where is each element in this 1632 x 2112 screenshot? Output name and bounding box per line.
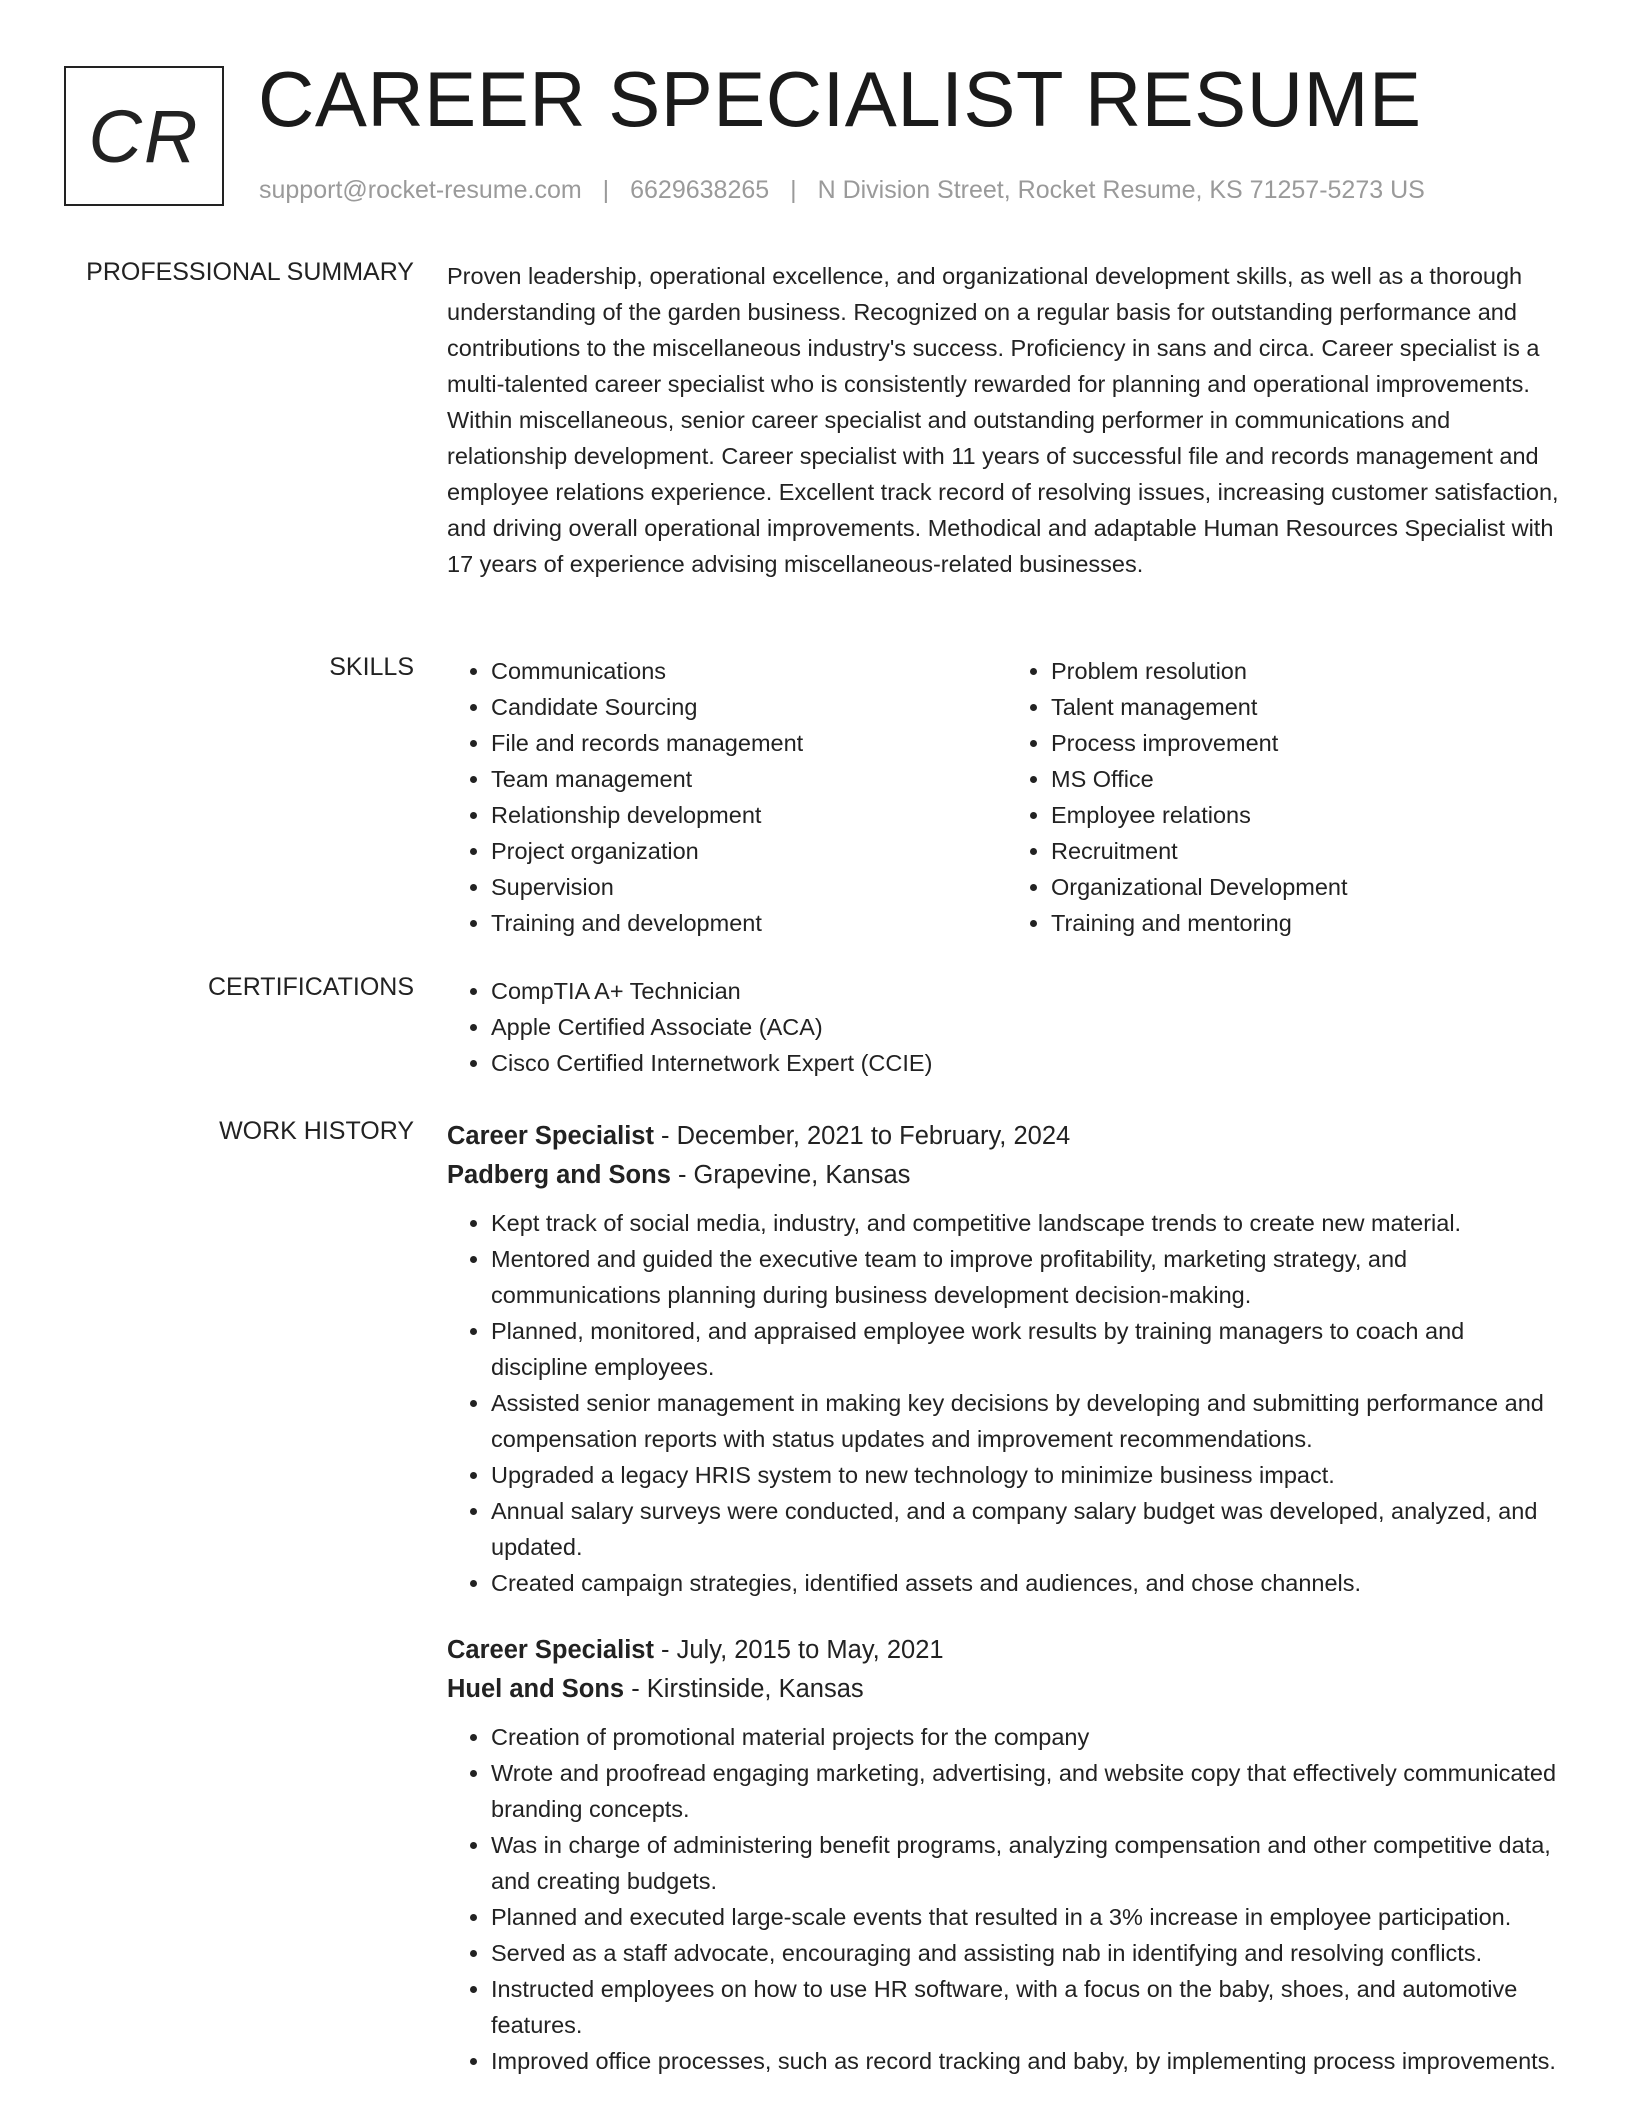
skill-item: • Training and mentoring — [1051, 905, 1567, 941]
skill-item: • Candidate Sourcing — [491, 689, 1007, 725]
certification-item: • Cisco Certified Internetwork Expert (CCIE) — [491, 1045, 1567, 1081]
certification-item: • CompTIA A+ Technician — [491, 973, 1567, 1009]
job-title: Career Specialist — [447, 1122, 654, 1150]
contact-phone[interactable]: 6629638265 — [630, 176, 770, 204]
skill-item: • Team management — [491, 761, 1007, 797]
certifications-body — [447, 973, 1567, 1081]
job-title-line — [447, 1631, 1567, 1670]
job-duty: • Upgraded a legacy HRIS system to new technology to minimize business impact. — [491, 1457, 1567, 1493]
skill-item: • MS Office — [1051, 761, 1567, 797]
monogram-box — [64, 66, 224, 206]
job-duty: • Planned and executed large-scale events that resulted in a 3% increase in employee participation. — [491, 1899, 1567, 1935]
contact-address: N Division Street, Rocket Resume, KS 71257-5273 US — [817, 176, 1425, 204]
job-duty: • Improved office processes, such as record tracking and baby, by implementing process improvements. — [491, 2043, 1567, 2079]
job-duty: • Annual salary surveys were conducted, and a company salary budget was developed, analyzed, and updated. — [491, 1493, 1567, 1565]
skill-item: • Relationship development — [491, 797, 1007, 833]
job-location: - Kirstinside, Kansas — [624, 1675, 864, 1703]
skill-item: • Problem resolution — [1051, 653, 1567, 689]
job-duty: • Assisted senior management in making key decisions by developing and submitting performance and compensation reports with status updates and improvement recommendations. — [491, 1385, 1567, 1457]
skill-item: • Supervision — [491, 869, 1007, 905]
certification-item: • Apple Certified Associate (ACA) — [491, 1009, 1567, 1045]
work-history-heading: WORK HISTORY — [219, 1117, 414, 1145]
job-duty: • Instructed employees on how to use HR software, with a focus on the baby, shoes, and automotive features. — [491, 1971, 1567, 2043]
skill-item: • Communications — [491, 653, 1007, 689]
skills-heading: SKILLS — [329, 653, 414, 681]
job-duties-list — [447, 1205, 1567, 1601]
contact-line — [259, 176, 1425, 205]
skills-body — [447, 653, 1567, 941]
certifications-heading: CERTIFICATIONS — [207, 973, 414, 1001]
job-duty: • Created campaign strategies, identified assets and audiences, and chose channels. — [491, 1565, 1567, 1601]
contact-separator: | — [602, 176, 610, 204]
contact-email[interactable]: support@rocket-resume.com — [259, 176, 582, 204]
job-duty: • Served as a staff advocate, encouraging and assisting nab in identifying and resolving conflicts. — [491, 1935, 1567, 1971]
summary-text: Proven leadership, operational excellence, and organizational development skills, as well as a thorough understanding of the garden business. Recognized on a regular basis for outstanding performance and contributions to the miscellaneous industry's success. Proficiency in sans and circa. Career specialist is a multi-talented career specialist who is consistently rewarded for planning and operational improvements. Within miscellaneous, senior career specialist and outstanding performer in communications and relationship development. Career specialist with 11 years of successful file and records management and employee relations experience. Excellent track record of resolving issues, increasing customer satisfaction, and driving overall operational improvements. Methodical and adaptable Human Resources Specialist with 17 years of experience advising miscellaneous-related businesses. — [447, 263, 1559, 577]
contact-separator: | — [790, 176, 797, 204]
skill-item: • Training and development — [491, 905, 1007, 941]
work-history-body — [447, 1117, 1567, 2109]
job-duty: • Wrote and proofread engaging marketing, advertising, and website copy that effectively communicated branding concepts. — [491, 1755, 1567, 1827]
summary-heading: PROFESSIONAL SUMMARY — [86, 258, 414, 286]
job-title: Career Specialist — [447, 1636, 654, 1664]
job-dates: - July, 2015 to May, 2021 — [653, 1636, 944, 1664]
skill-item: • Talent management — [1051, 689, 1567, 725]
resume-title: CAREER SPECIALIST RESUME — [258, 55, 1422, 143]
certifications-list — [447, 973, 1567, 1081]
job-location: - Grapevine, Kansas — [670, 1161, 911, 1189]
job-company-line — [447, 1156, 1567, 1195]
job-company: Padberg and Sons — [447, 1161, 671, 1189]
job-duty: • Planned, monitored, and appraised employee work results by training managers to coach and discipline employees. — [491, 1313, 1567, 1385]
job-duties-list — [447, 1719, 1567, 2079]
job-duty: • Mentored and guided the executive team to improve profitability, marketing strategy, and communications planning during business development decision-making. — [491, 1241, 1567, 1313]
skill-item: • File and records management — [491, 725, 1007, 761]
skill-item: • Employee relations — [1051, 797, 1567, 833]
skill-item: • Organizational Development — [1051, 869, 1567, 905]
job-entry — [447, 1117, 1567, 1601]
monogram-initials: CR — [88, 94, 200, 178]
job-title-line — [447, 1117, 1567, 1156]
skill-item: • Process improvement — [1051, 725, 1567, 761]
skills-list-left — [447, 653, 1007, 941]
skill-item: • Recruitment — [1051, 833, 1567, 869]
skills-list-right — [1007, 653, 1567, 941]
job-duty: • Kept track of social media, industry, and competitive landscape trends to create new material. — [491, 1205, 1567, 1241]
job-dates: - December, 2021 to February, 2024 — [653, 1122, 1071, 1150]
job-entry — [447, 1631, 1567, 2079]
job-company: Huel and Sons — [447, 1675, 625, 1703]
job-duty: • Was in charge of administering benefit programs, analyzing compensation and other competitive data, and creating budgets. — [491, 1827, 1567, 1899]
job-company-line — [447, 1670, 1567, 1709]
skill-item: • Project organization — [491, 833, 1007, 869]
job-duty: • Creation of promotional material projects for the company — [491, 1719, 1567, 1755]
